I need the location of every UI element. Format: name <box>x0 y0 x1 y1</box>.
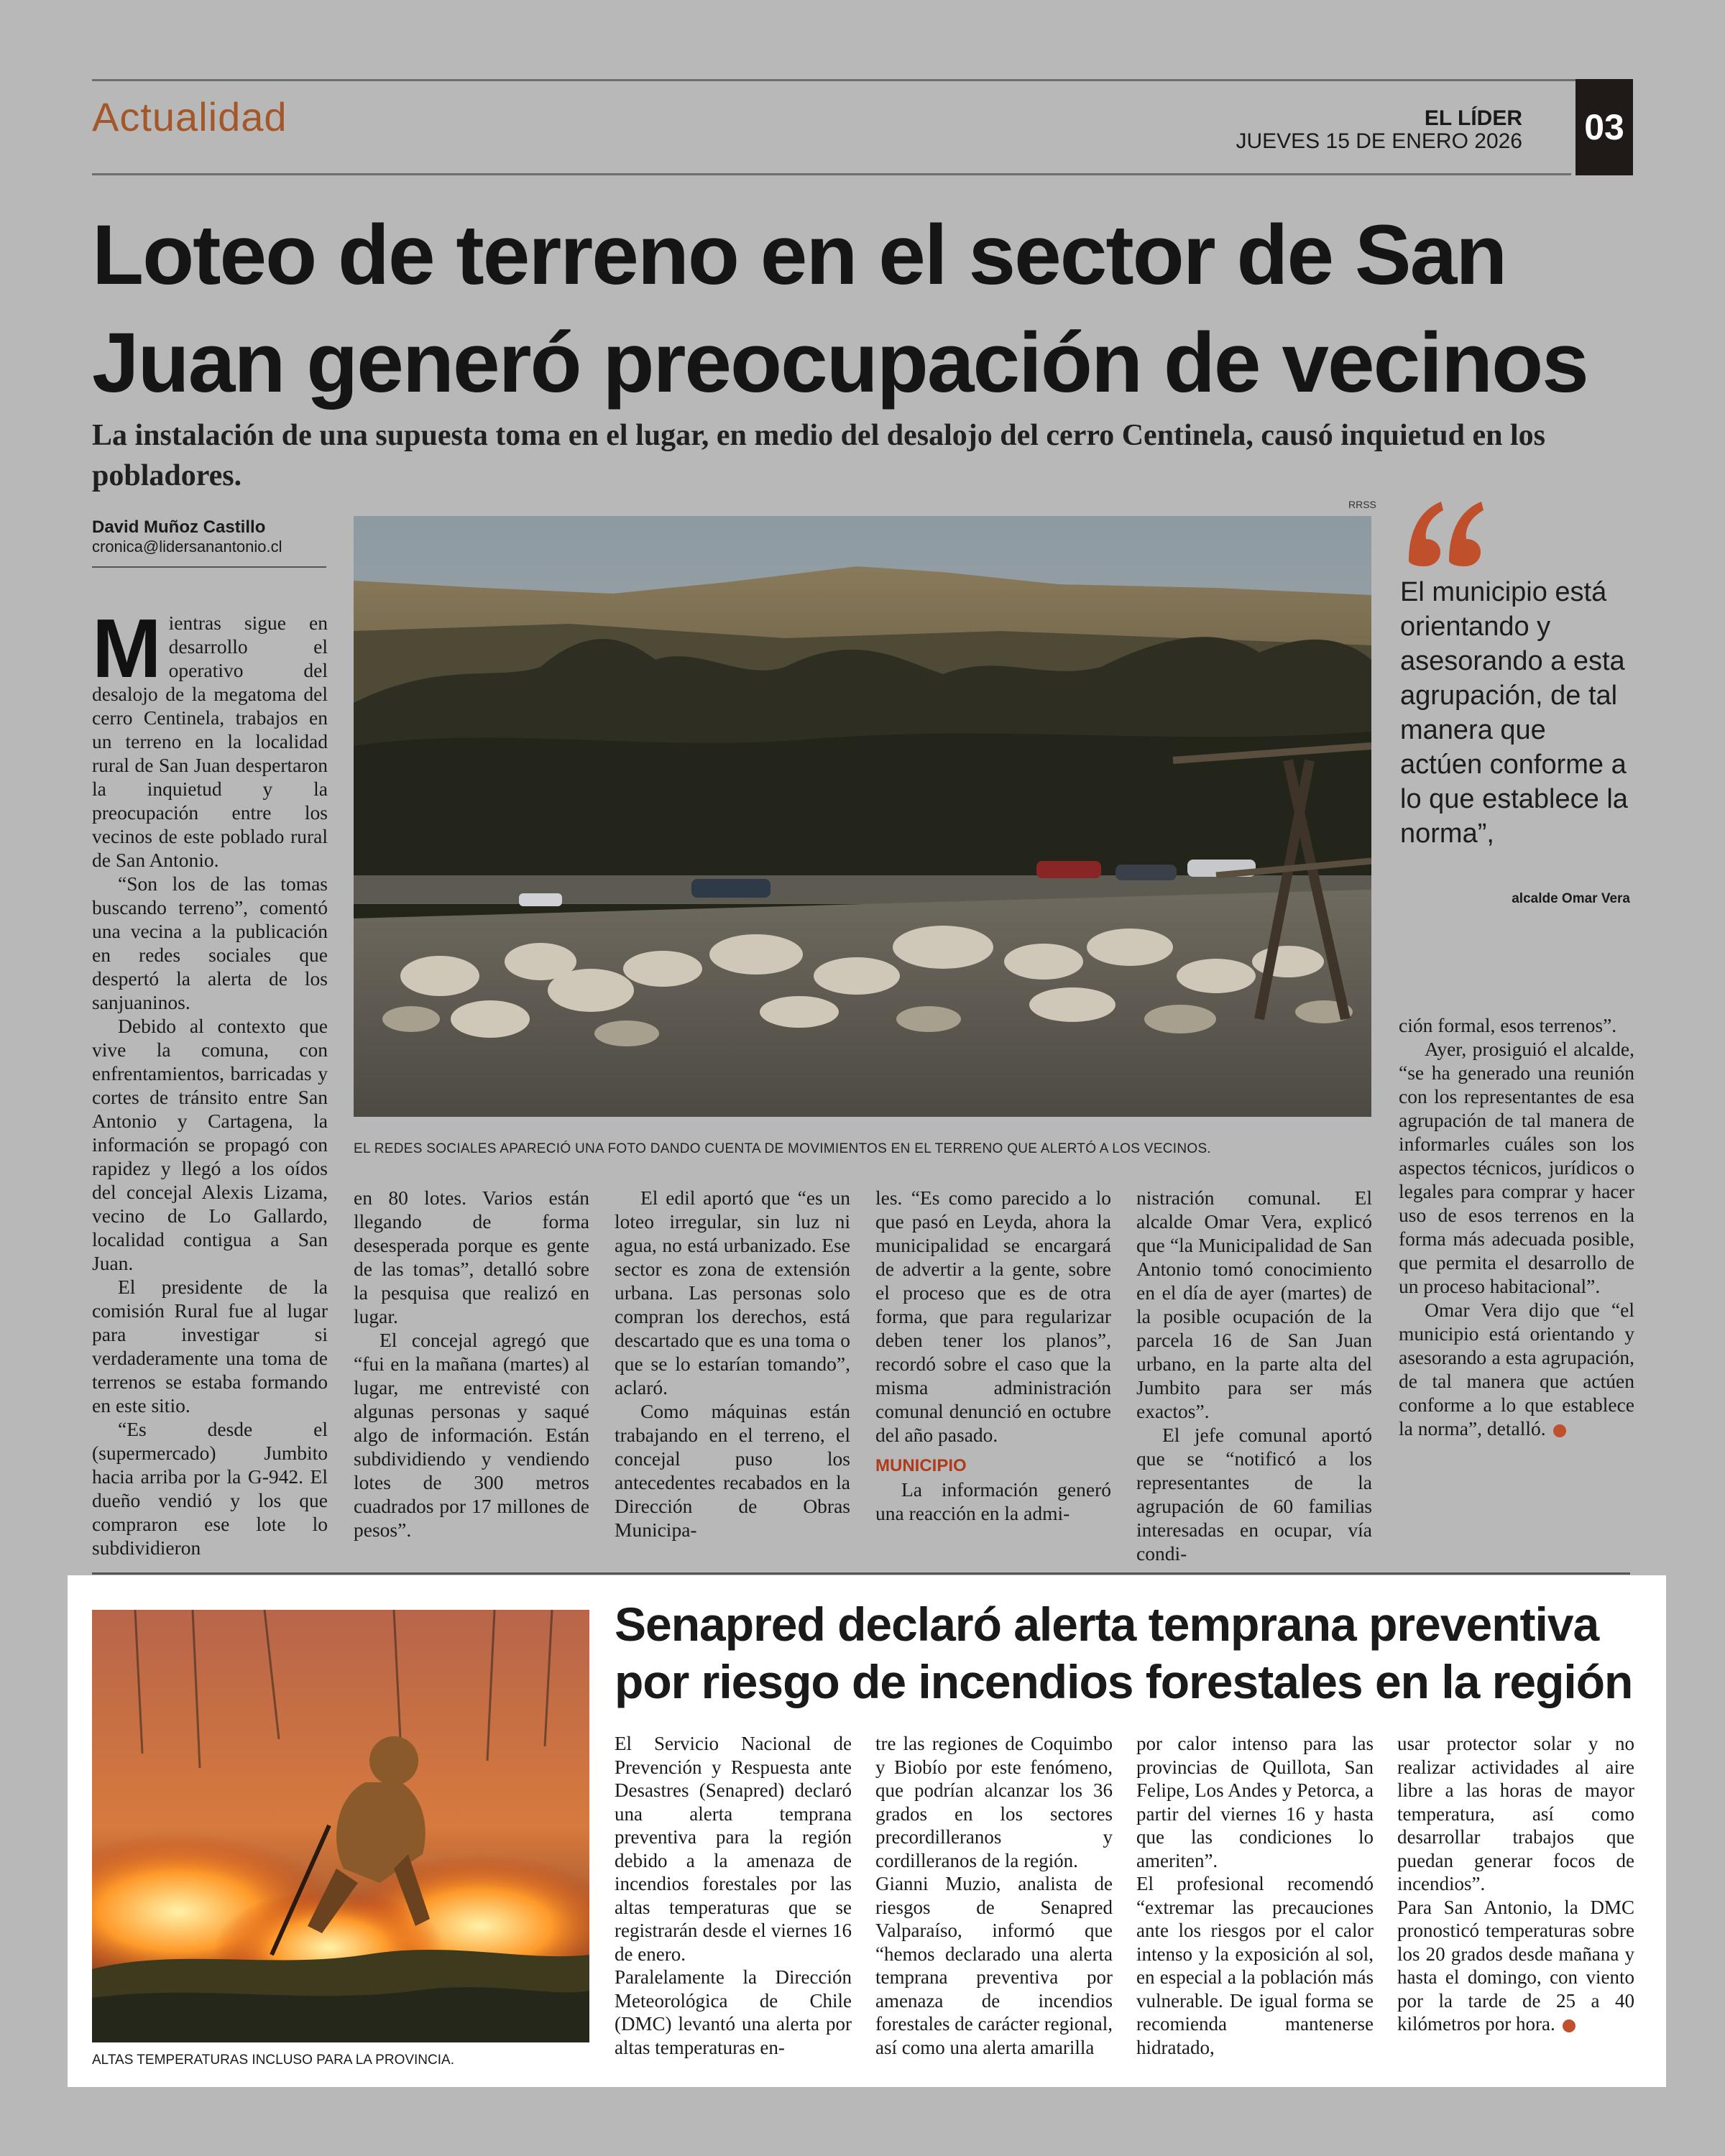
paragraph: usar protector solar y no realizar actividades al aire libre a las horas de mayor temperatura, así como desarrollar trabajos que puedan generar focos de incendios”. <box>1397 1733 1634 1894</box>
article-column-3 <box>615 1186 850 1542</box>
paragraph: Debido al contexto que vive la comuna, con enfrentamientos, barricadas y cortes de tránsito entre San Antonio y Cartagena, la información se propagó con rapidez y llegó a los oídos del concejal Alexis Lizama, vecino de Lo Gallardo, localidad contigua a San Juan. <box>92 1015 328 1274</box>
landscape-photo-illustration <box>354 516 1371 1117</box>
end-of-article-icon <box>1553 1424 1566 1437</box>
article-headline: Loteo de terreno en el sector de San Juan generó preocupación de vecinos <box>92 208 1588 410</box>
article2-column-1 <box>615 1732 852 2059</box>
pull-quote: El municipio está orientando y asesorando a esta agrupación, de tal manera que actúen conforme a lo que establece la norma”, <box>1400 577 1628 849</box>
paragraph: El presidente de la comisión Rural fue al lugar para investigar si verdaderamente una toma de terrenos se estaba formando en este sitio. <box>92 1276 328 1416</box>
paragraph: El profesional recomendó “extremar las precauciones ante los riesgos por el calor intenso y la exposición al sol, en especial a la población más vulnerable. De igual forma se recomienda mantenerse hidratado, <box>1136 1873 1374 2058</box>
paragraph: El Servicio Nacional de Prevención y Respuesta ante Desastres (Senapred) declaró una alerta temprana preventiva para la región debido a la amenaza de incendios forestales por las altas temperaturas que se registrarán desde el viernes 16 de enero. <box>615 1733 852 1965</box>
article2-column-2 <box>875 1732 1113 2059</box>
section-label: Actualidad <box>92 94 288 139</box>
article-subhead: La instalación de una supuesta toma en el lugar, en medio del desalojo del cerro Centinela, causó inquietud en los pobladores. <box>92 419 1545 492</box>
paragraph: Paralelamente la Dirección Meteorológica de Chile (DMC) levantó una alerta por altas temperaturas en- <box>615 1966 852 2058</box>
article-column-6 <box>1399 1013 1634 1440</box>
paragraph: “Son los de las tomas buscando terreno”, comentó una vecina a la publicación en redes sociales que despertó la alerta de los sanjuaninos. <box>92 872 328 1013</box>
paragraph: El concejal agregó que “fui en la mañana (martes) al lugar, me entrevisté con algunas personas y saqué algo de información. Están subdividiendo y vendiendo lotes de 300 metros cuadrados por 17 millones de pesos”. <box>354 1329 589 1541</box>
article-column-1 <box>92 602 328 1560</box>
article2-column-4 <box>1397 1732 1634 2036</box>
paragraph: nistración comunal. El alcalde Omar Vera, explicó que “la Municipalidad de San Antonio tomó conocimiento en el día de ayer (martes) de la posible ocupación de la parcela 16 de San Juan urbano, en la parte alta del Jumbito para ser más exactos”. <box>1136 1187 1372 1422</box>
article2-headline: Senapred declaró alerta temprana preventiva por riesgo de incendios forestales en la región <box>615 1598 1633 1708</box>
header-rule-top <box>92 79 1630 81</box>
paragraph: por calor intenso para las provincias de Quillota, San Felipe, Los Andes y Petorca, a partir del viernes 16 y hasta que las condiciones lo ameriten”. <box>1136 1733 1374 1871</box>
article-column-4 <box>875 1186 1111 1525</box>
paragraph: les. “Es como parecido a lo que pasó en Leyda, ahora la municipalidad se encargará de advertir a la gente, sobre el proceso que es de otra forma, que para regularizar deben tener los planos”, recordó sobre el caso que la misma administración comunal denunció en octubre del año pasado. <box>875 1187 1111 1446</box>
pull-quote-author: alcalde Omar Vera <box>1512 891 1630 906</box>
paragraph: Ayer, prosiguió el alcalde, “se ha generado una reunión con los representantes de esa agrupación de tal manera de informarles cuáles son los aspectos técnicos, jurídicos o legales para comprar y hacer uso de esos terrenos en la forma más adecuada posible, que permita el desarrollo de un proceso habitacional”. <box>1399 1038 1634 1297</box>
byline-rule <box>92 566 326 568</box>
paragraph: El edil aportó que “es un loteo irregular, sin luz ni agua, no está urbanizado. Ese sector es zona de extensión urbana. Las personas solo compran los derechos, está descartado que es una toma o que se lo estarían tomando”, aclaró. <box>615 1187 850 1399</box>
paragraph: La información generó una reacción en la admi- <box>875 1478 1111 1524</box>
fire-photo-caption: ALTAS TEMPERATURAS INCLUSO PARA LA PROVINCIA. <box>92 2053 454 2068</box>
photo-credit: RRSS <box>1348 499 1376 510</box>
paragraph: Para San Antonio, la DMC pronosticó temperaturas sobre los 20 grados desde mañana y hasta el domingo, con viento por la tarde de 25 a 40 kilómetros por hora. <box>1397 1896 1634 2035</box>
header-rule-bottom <box>92 173 1571 175</box>
paragraph: en 80 lotes. Varios están llegando de forma desesperada porque es gente de las tomas”, detalló sobre la pesquisa que realizó en lugar. <box>354 1187 589 1327</box>
page-number: 03 <box>1576 79 1633 175</box>
section-divider <box>92 1572 1630 1575</box>
issue-date: JUEVES 15 DE ENERO 2026 <box>1236 129 1522 153</box>
byline-email[interactable]: cronica@lidersanantonio.cl <box>92 538 282 556</box>
paragraph: ción formal, esos terrenos”. <box>1399 1014 1617 1036</box>
article2-column-3 <box>1136 1732 1374 2059</box>
main-photo <box>354 516 1371 1117</box>
byline-author: David Muñoz Castillo <box>92 517 266 537</box>
paragraph: El jefe comunal aportó que se “notificó a los representantes de la agrupación de 60 familias interesadas en ocupar, vía condi- <box>1136 1424 1372 1565</box>
article-column-2 <box>354 1186 589 1542</box>
drop-cap: M <box>92 602 162 695</box>
wildfire-photo-illustration <box>92 1610 589 2042</box>
paragraph: Como máquinas están trabajando en el terreno, el concejal puso los antecedentes recabados en la Dirección de Obras Municipa- <box>615 1400 850 1541</box>
main-photo-caption: EL REDES SOCIALES APARECIÓ UNA FOTO DANDO CUENTA DE MOVIMIENTOS EN EL TERRENO QUE ALERTÓ A LOS VECINOS. <box>354 1141 1212 1156</box>
paragraph: Mientras sigue en desarrollo el operativo del desalojo de la megatoma del cerro Centinela, trabajos en un terreno en la localidad rural de San Juan despertaron la inquietud y la preocupación entre los vecinos de este poblado rural de San Antonio. <box>92 602 328 871</box>
article-column-5 <box>1136 1186 1372 1565</box>
firefighter-photo <box>92 1610 589 2042</box>
paragraph: Gianni Muzio, analista de riesgos de Senapred Valparaíso, informó que “hemos declarado una alerta temprana preventiva por amenaza de incendios forestales de carácter regional, así como una alerta amarilla <box>875 1873 1113 2058</box>
end-of-article-icon <box>1563 2019 1576 2032</box>
paragraph: Omar Vera dijo que “el municipio está orientando y asesorando a esta agrupación, de tal manera que actúen conforme a lo que establece la norma”, detalló. <box>1399 1299 1634 1439</box>
paragraph: “Es desde el (supermercado) Jumbito hacia arriba por la G-942. El dueño vendió y los que compraron ese lote lo subdividieron <box>92 1418 328 1559</box>
newspaper-name: EL LÍDER <box>1424 106 1522 130</box>
section-subhead: MUNICIPIO <box>875 1456 967 1475</box>
quote-mark-icon <box>1402 496 1488 575</box>
paragraph: tre las regiones de Coquimbo y Biobío por este fenómeno, que podrían alcanzar los 36 grados en los sectores precordilleranos y cordilleranos de la región. <box>875 1733 1113 1871</box>
